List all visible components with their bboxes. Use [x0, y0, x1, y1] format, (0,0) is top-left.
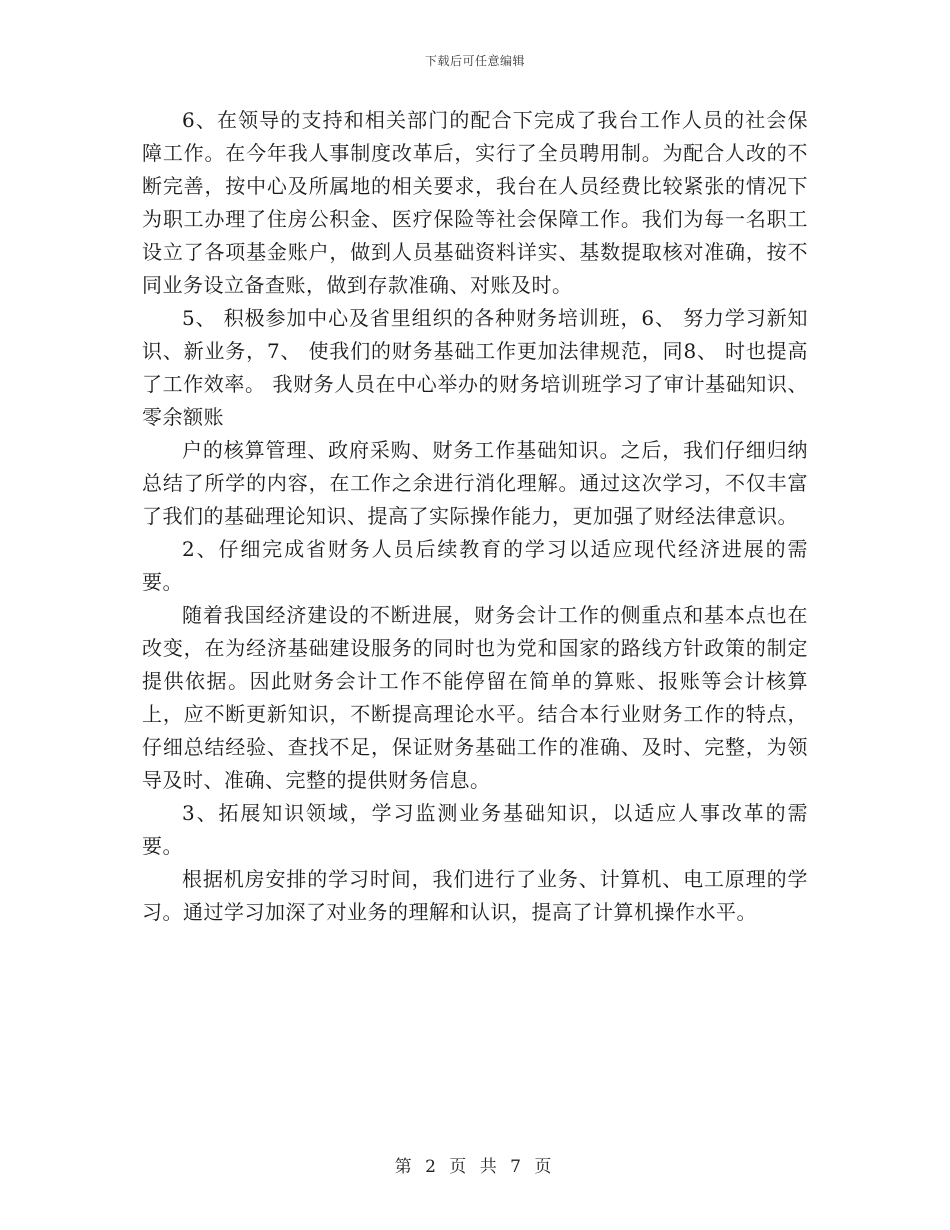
paragraph-training-continued: 户的核算管理、政府采购、财务工作基础知识。之后，我们仔细归纳总结了所学的内容，在工作之余进行消化理解。通过这次学习，不仅丰富了我们的基础理论知识、提高了实际操作能力，更加强了财经法律意识。: [142, 438, 808, 528]
paragraph-study-schedule: 根据机房安排的学习时间，我们进行了业务、计算机、电工原理的学习。通过学习加深了对业务的理解和认识，提高了计算机操作水平。: [142, 867, 808, 924]
page-header: 下载后可任意编辑: [424, 54, 525, 68]
paragraph-item-3-heading: 3、拓展知识领域，学习监测业务基础知识，以适应人事改革的需要。: [142, 801, 808, 858]
paragraph-social-security: 6、在领导的支持和相关部门的配合下完成了我台工作人员的社会保障工作。在今年我人事制度改革后，实行了全员聘用制。为配合人改的不断完善，按中心及所属地的相关要求，我台在人员经费比较紧张的情况下为职工办理了住房公积金、医疗保险等社会保障工作。我们为每一名职工设立了各项基金账户，做到人员基础资料详实、基数提取核对准确，按不同业务设立备查账，做到存款准确、对账及时。: [142, 108, 808, 297]
paragraph-item-2-heading: 2、仔细完成省财务人员后续教育的学习以适应现代经济进展的需要。: [142, 537, 808, 594]
paragraph-training: 5、 积极参加中心及省里组织的各种财务培训班，6、 努力学习新知识、新业务，7、 使我们的财务基础工作更加法律规范，同8、 时也提高了工作效率。 我财务人员在中心举办的财务培训班学习了审计基础知识、零余额账: [142, 306, 808, 429]
page-number: 第 2 页 共 7 页: [394, 1157, 556, 1177]
paragraph-economic-development: 随着我国经济建设的不断进展，财务会计工作的侧重点和基本点也在改变，在为经济基础建设服务的同时也为党和国家的路线方针政策的制定提供依据。因此财务会计工作不能停留在简单的算账、报账等会计核算上，应不断更新知识，不断提高理论水平。结合本行业财务工作的特点，仔细总结经验、查找不足，保证财务基础工作的准确、及时、完整，为领导及时、准确、完整的提供财务信息。: [142, 603, 808, 792]
document-body: [142, 104, 808, 929]
